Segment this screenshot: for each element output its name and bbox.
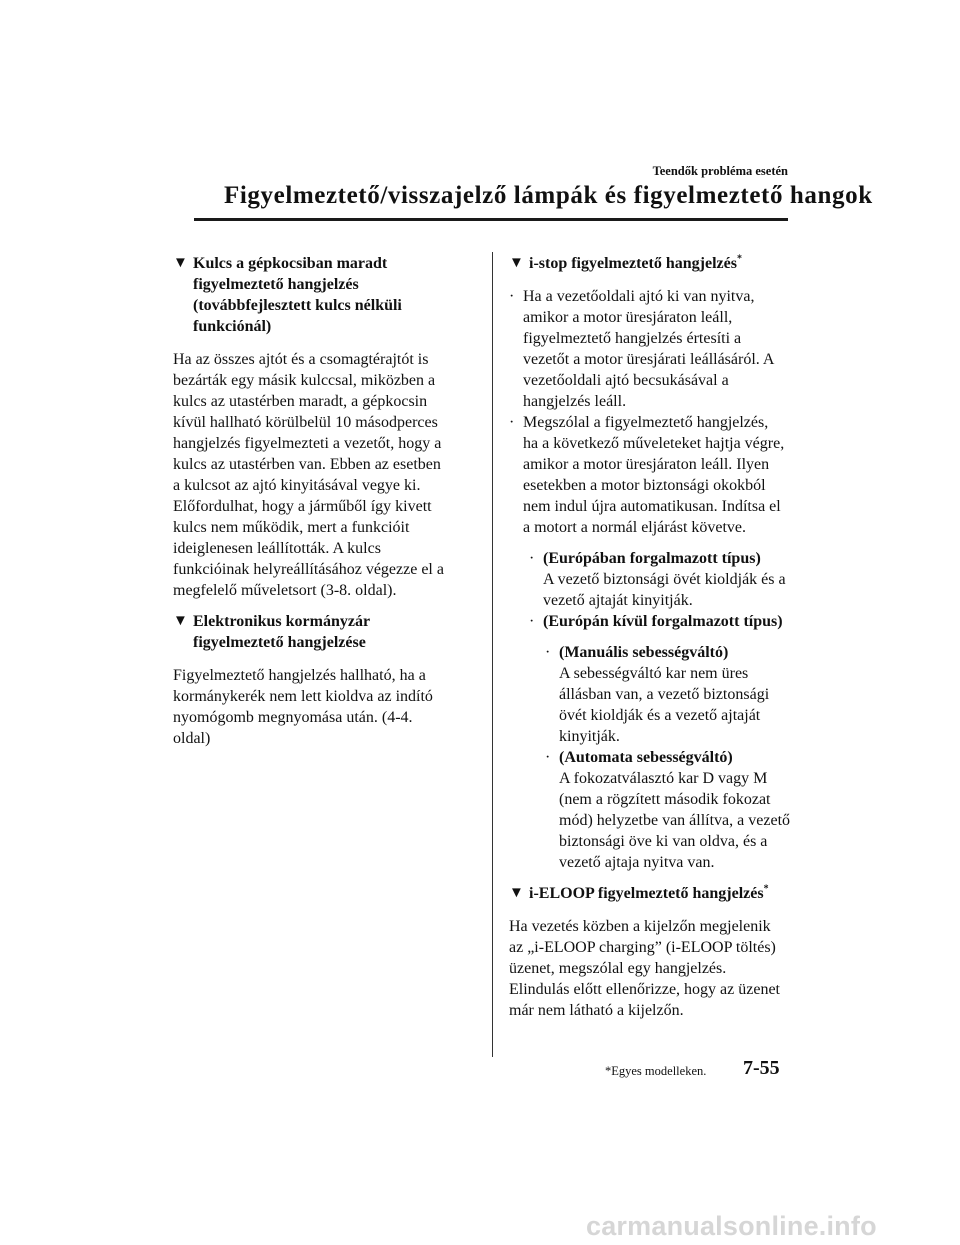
text-line: A fokozatválasztó kar D vagy M <box>559 770 768 787</box>
bullet-item-automatic <box>509 747 791 873</box>
title-rule <box>194 218 788 221</box>
paragraph-steering-lock <box>173 665 473 749</box>
paragraph-key-left-in-car <box>173 349 473 601</box>
text-line: bezárták egy másik kulccsal, miközben a <box>173 372 436 389</box>
heading-line: figyelmeztető hangjelzése <box>193 634 366 651</box>
heading-line: figyelmeztető hangjelzés <box>193 276 359 293</box>
text-line: Ha az összes ajtót és a csomagtérajtót is <box>173 351 429 368</box>
section-heading-steering-lock <box>173 611 473 653</box>
paragraph-ieloop <box>509 916 791 1021</box>
heading-text: i-ELOOP figyelmeztető hangjelzés <box>529 885 764 902</box>
bullet-item-non-europe <box>509 611 791 632</box>
text-line: Figyelmeztető hangjelzés hallható, ha a <box>173 667 426 684</box>
text-line: már nem látható a kijelzőn. <box>509 1002 684 1019</box>
text-line: A vezető biztonsági övét kioldják és a <box>543 571 786 588</box>
text-line: biztonsági öve ki van oldva, és a <box>559 833 768 850</box>
text-line: Megszólal a figyelmeztető hangjelzés, <box>523 414 769 431</box>
text-line: esetekben a motor biztonsági okokból <box>523 477 766 494</box>
section-heading-key-left-in-car <box>173 253 473 337</box>
bullet-icon: · <box>529 613 535 630</box>
text-line: Elindulás előtt ellenőrizze, hogy az üzenet <box>509 981 780 998</box>
subheading: (Manuális sebességváltó) <box>559 644 729 661</box>
text-line: hangjelzés leáll. <box>523 393 627 410</box>
bullet-item-manual <box>509 642 791 747</box>
text-line: funkcióinak helyreállításához végezze el a <box>173 561 444 578</box>
column-divider <box>492 252 493 1057</box>
subheading: (Európán kívül forgalmazott típus) <box>543 613 783 630</box>
bullet-icon: · <box>529 550 535 567</box>
text-line: vezető ajtaja nyitva van. <box>559 854 715 871</box>
heading-line: (továbbfejlesztett kulcs nélküli <box>193 297 402 314</box>
text-line: megfelelő műveletsort (3-8. oldal). <box>173 582 397 599</box>
text-line: övét kioldják és a vezető ajtaját <box>559 707 761 724</box>
bullet-item-door-open <box>509 286 791 412</box>
asterisk-marker: * <box>736 253 742 265</box>
text-line: kinyitják. <box>559 728 620 745</box>
text-line: vezetőt a motor üresjárati leállásáról. A <box>523 351 775 368</box>
text-line: kulcs nem működik, mert a funkcióit <box>173 519 410 536</box>
text-line: kormánykerék nem lett kioldva az indító <box>173 688 433 705</box>
text-line: vezető ajtaját kinyitják. <box>543 592 693 609</box>
text-line: állásban van, a vezető biztonsági <box>559 686 770 703</box>
page-number: 7-55 <box>743 1057 780 1079</box>
text-line: A sebességváltó kar nem üres <box>559 665 749 682</box>
text-line: nyomógomb megnyomása után. (4-4. <box>173 709 413 726</box>
right-column <box>509 253 791 1031</box>
text-line: oldal) <box>173 730 211 747</box>
text-line: a motort a normál eljárást követve. <box>523 519 747 536</box>
left-column <box>173 253 473 759</box>
heading-text: i-stop figyelmeztető hangjelzés <box>529 255 737 272</box>
heading-line: Elektronikus kormányzár <box>193 613 371 630</box>
text-line: az „i-ELOOP charging” (i-ELOOP töltés) <box>509 939 776 956</box>
asterisk-marker: * <box>763 883 769 895</box>
text-line: amikor a motor üresjáraton leáll, <box>523 309 733 326</box>
bullet-item-europe <box>509 548 791 611</box>
text-line: amikor a motor üresjáraton leáll. Ilyen <box>523 456 770 473</box>
text-line: figyelmeztető hangjelzés értesíti a <box>523 330 742 347</box>
text-line: hangjelzés figyelmezteti a vezetőt, hogy a <box>173 435 442 452</box>
chapter-label: Teendők probléma esetén <box>652 164 788 178</box>
bullet-item-operations <box>509 412 791 538</box>
bullet-icon: · <box>545 749 551 766</box>
text-line: ideiglenesen leállították. A kulcs <box>173 540 381 557</box>
bullet-icon: · <box>545 644 551 661</box>
text-line: (nem a rögzített második fokozat <box>559 791 771 808</box>
text-line: a kulcsot az ajtó kinyitásával vegye ki. <box>173 477 421 494</box>
triangle-icon: ▼ <box>173 255 188 271</box>
subheading: (Európában forgalmazott típus) <box>543 550 761 567</box>
heading-line: funkciónál) <box>193 318 272 335</box>
text-line: nem indul újra automatikusan. Indítsa el <box>523 498 781 515</box>
triangle-icon: ▼ <box>173 613 188 629</box>
bullet-icon: · <box>509 414 515 431</box>
text-line: mód) helyzetbe van állítva, a vezető <box>559 812 791 829</box>
text-line: üzenet, megszólal egy hangjelzés. <box>509 960 727 977</box>
text-line: Ha vezetés közben a kijelzőn megjelenik <box>509 918 771 935</box>
triangle-icon: ▼ <box>509 885 524 901</box>
text-line: Előfordulhat, hogy a járműből így kivett <box>173 498 432 515</box>
text-line: vezetőoldali ajtó becsukásával a <box>523 372 729 389</box>
bullet-icon: · <box>509 288 515 305</box>
triangle-icon: ▼ <box>509 255 524 271</box>
page-title: Figyelmeztető/visszajelző lámpák és figyelmeztető hangok <box>224 182 873 209</box>
footnote: *Egyes modelleken. <box>605 1064 707 1078</box>
heading-line: Kulcs a gépkocsiban maradt <box>193 255 388 272</box>
text-line: ha a következő műveleteket hajtja végre, <box>523 435 785 452</box>
text-line: kulcs az utastérben van. Ebben az esetben <box>173 456 441 473</box>
watermark: carmanualsonline.info <box>586 1211 877 1241</box>
text-line: kulcs az utastérben maradt, a gépkocsin <box>173 393 428 410</box>
section-heading-istop <box>509 253 791 274</box>
text-line: kívül hallható körülbelül 10 másodperces <box>173 414 438 431</box>
subheading: (Automata sebességváltó) <box>559 749 733 766</box>
section-heading-ieloop <box>509 883 791 904</box>
text-line: Ha a vezetőoldali ajtó ki van nyitva, <box>523 288 755 305</box>
